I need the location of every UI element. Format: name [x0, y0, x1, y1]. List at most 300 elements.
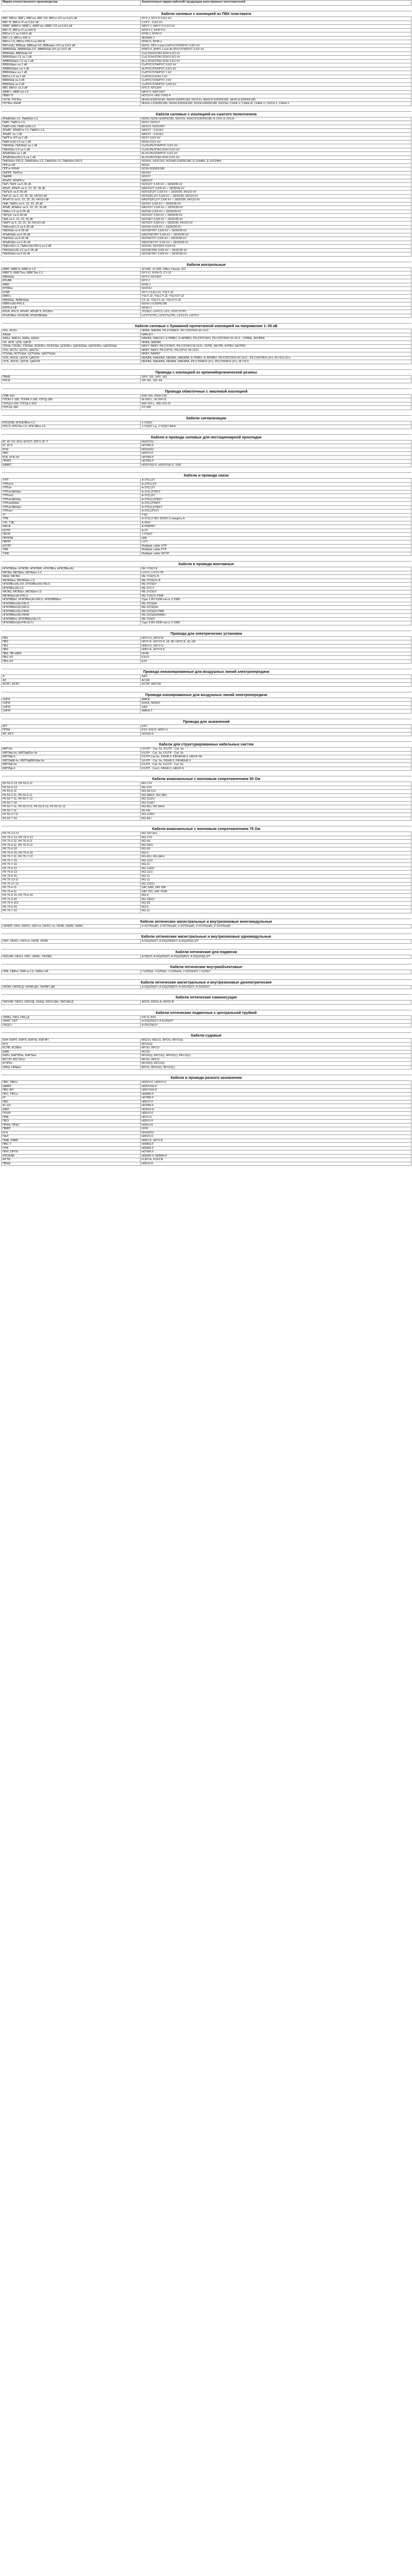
domestic-brand-cell: ПВС	[2, 452, 141, 456]
table-row	[2, 1065, 411, 1070]
section-spacer	[2, 989, 411, 995]
table-row	[2, 871, 411, 875]
section-header	[2, 964, 411, 970]
domestic-brand-cell: ПвКП на 6, 10, 20, 35, 64/110 кВ	[2, 222, 141, 226]
domestic-brand-cell: ОКЛ, ОКЛСт, ОКЛ-нг, ОКЛК, ОКЛБ	[2, 940, 141, 944]
domestic-brand-cell: ПвВ, ПвВнг на 6, 10, 20, 35 кВ	[2, 202, 141, 206]
foreign-analog-cell: N2XH E30/FE180	[141, 167, 411, 172]
table-row	[2, 137, 411, 141]
section-spacer	[2, 467, 411, 473]
foreign-analog-cell: H05V-U, H07V-U	[141, 644, 411, 648]
domestic-brand-cell: РК 50-7-15	[2, 817, 141, 821]
domestic-brand-cell: ТППэп	[2, 486, 141, 490]
foreign-analog-cell: RFOU, RFCU	[141, 1058, 411, 1062]
domestic-brand-cell: ОКМЦ, ОКЦ, ОКЦ-Д	[2, 1015, 141, 1020]
domestic-brand-cell: ТППэпЗ	[2, 494, 141, 498]
table-row	[2, 1143, 411, 1147]
table-row	[2, 644, 411, 648]
table-row	[2, 897, 411, 902]
table-row	[2, 121, 411, 125]
domestic-brand-cell: КПСЭ, КПСЭнг-LS, КПСЭВнг-LS	[2, 425, 141, 429]
table-row	[2, 878, 411, 883]
table-row	[2, 302, 411, 307]
foreign-analog-cell: H03VV-F, H05VV-F	[141, 1081, 411, 1085]
table-row	[2, 298, 411, 302]
domestic-brand-cell: КППГнг-HF	[2, 306, 141, 310]
foreign-analog-cell: H03VVH2-F, H03VVH2-F, VDE	[141, 463, 411, 467]
table-row	[2, 724, 411, 728]
table-row	[2, 533, 411, 537]
foreign-analog-cell: F/UTP-Cat.6e, F8/H8-3, F8/H8/H8-3, H8/UF-58	[141, 755, 411, 759]
section-header	[2, 11, 411, 17]
table-row	[2, 801, 411, 805]
domestic-brand-cell: ППВ	[2, 1115, 141, 1120]
table-row	[2, 167, 411, 172]
foreign-analog-cell: A-FKH	[141, 521, 411, 525]
foreign-analog-cell: Type 1 BS 5308 часть 2:1986	[141, 598, 411, 602]
table-row	[2, 129, 411, 133]
domestic-brand-cell: КСЛВ, КСЛВнг	[2, 1046, 141, 1050]
domestic-brand-cell: РК 75-4-11	[2, 886, 141, 890]
table-row	[2, 1050, 411, 1054]
table-row	[2, 463, 411, 467]
table-row	[2, 1104, 411, 1108]
table-row	[2, 248, 411, 252]
foreign-analog-cell: SAT 50M, SAT 50F	[141, 886, 411, 890]
domestic-brand-cell: ОКЦСт	[2, 1023, 141, 1027]
spacer-cell	[2, 686, 411, 692]
table-row	[2, 44, 411, 48]
table-row	[2, 1001, 411, 1005]
section-spacer	[2, 736, 411, 742]
domestic-brand-cell: НГМЭКВнг(А)-FRHF	[2, 609, 141, 614]
table-header-row	[2, 1, 411, 6]
foreign-analog-cell: Multipair cable UTP	[141, 544, 411, 548]
foreign-analog-cell: ST-200	[141, 406, 411, 410]
section-header	[2, 324, 411, 329]
foreign-analog-cell: NHXMH-J	[141, 36, 411, 40]
table-row	[2, 874, 411, 878]
domestic-brand-cell: ШВВ	[2, 1050, 141, 1054]
foreign-analog-cell: NA2XS(FL)2Y 3,6/6 kV ÷ 18/30/36; 64/110 kV	[141, 198, 411, 202]
table-row	[2, 602, 411, 606]
domestic-brand-cell: ПвВнг(А)-LS, ПвВнг(А)-FRLS на 6 кВ	[2, 245, 141, 249]
foreign-analog-cell: RE-Y(St)Yv PiMF	[141, 594, 411, 598]
section-spacer	[2, 928, 411, 934]
foreign-analog-cell: MGCH, MGCG, RFOU, RFOU(i)	[141, 1039, 411, 1043]
spacer-cell	[2, 713, 411, 719]
foreign-analog-cell: RE-Y(St)Y-fl	[141, 567, 411, 571]
foreign-analog-cell: NYM-J, NYM-O	[141, 32, 411, 37]
table-row	[2, 748, 411, 752]
foreign-analog-cell: A-DQ(ZN)2Y, A-D(ZN)2Y	[141, 1020, 411, 1024]
domestic-brand-cell: АПвП-2г на 6, 10, 20, 35, 64/110 кВ	[2, 198, 141, 202]
foreign-analog-cell: N2XS; YBY-J или Cu/PVC/STA/PVC 0,6/1 kV	[141, 44, 411, 48]
domestic-brand-cell: ТППэпЗБбШп	[2, 490, 141, 494]
foreign-analog-cell: H05VV-F	[141, 1135, 411, 1139]
foreign-analog-cell: RG-8/U	[141, 817, 411, 821]
foreign-analog-cell: NYM-O, NYM-J	[141, 40, 411, 44]
table-row	[2, 510, 411, 514]
foreign-analog-cell: J-Y(St)Y	[141, 533, 411, 537]
section-header	[2, 388, 411, 394]
section-title: Кабели оптические внутриобъектовые	[2, 964, 411, 970]
foreign-analog-cell: NA2XSY 3,6/6 kV ÷ 18/30/36 kV	[141, 206, 411, 210]
section-spacer	[2, 6, 411, 11]
domestic-brand-cell: ИГГ	[2, 724, 141, 728]
domestic-brand-cell: ПВКВ	[2, 375, 141, 379]
foreign-analog-cell: ESY, ESUY, H05V-U	[141, 728, 411, 733]
domestic-brand-cell: ПвКБбШв на 6-35 кВ	[2, 252, 141, 257]
domestic-brand-cell: ПвВнг(А)-LS на 6-35 кВ	[2, 225, 141, 229]
domestic-brand-cell: РК 75-4-15, РК 75-4-16	[2, 851, 141, 855]
domestic-brand-cell: ПВ3	[2, 640, 141, 645]
table-row	[2, 606, 411, 610]
foreign-analog-cell: A-2Y	[141, 529, 411, 533]
section-title: Кабели и провода силовые для нестационарной прокладки	[2, 434, 411, 440]
section-spacer	[2, 256, 411, 262]
foreign-analog-cell: RG-6	[141, 905, 411, 909]
table-row	[2, 521, 411, 525]
table-row	[2, 1058, 411, 1062]
table-row	[2, 406, 411, 410]
table-row	[2, 683, 411, 687]
section-spacer	[2, 821, 411, 826]
foreign-analog-cell: NKBA, NAKBA	[141, 341, 411, 345]
section-header	[2, 979, 411, 985]
foreign-analog-cell: N2XS2Y 3,6/6 kV ÷ 18/30/36 kV	[141, 214, 411, 218]
foreign-analog-cell: RG-174	[141, 782, 411, 786]
foreign-analog-cell: N2XH-J E30/FE180	[141, 302, 411, 307]
table-row	[2, 579, 411, 583]
foreign-analog-cell: NKBA, NAKBA, PILC/SWA/S, PILC/DSTA/S M.I.N.D.	[141, 329, 411, 333]
foreign-analog-cell: A-DQ(ZN)2Y, A-DQ(ZN)B2Y, A-DQ(ZN)(L)2Y	[141, 940, 411, 944]
table-row	[2, 444, 411, 448]
table-row	[2, 1150, 411, 1155]
table-row	[2, 1046, 411, 1050]
table-row	[2, 75, 411, 79]
domestic-brand-cell: ВВБбШвнг на 1 кВ	[2, 63, 141, 67]
foreign-analog-cell: AAC	[141, 675, 411, 679]
foreign-analog-cell: NAYCY, NAYCWY	[141, 90, 411, 94]
table-row	[2, 398, 411, 402]
table-row	[2, 245, 411, 249]
table-row	[2, 1139, 411, 1143]
domestic-brand-cell: КГ, КГЭ	[2, 444, 141, 448]
domestic-brand-cell: РК 50-7-11	[2, 809, 141, 813]
section-header	[2, 919, 411, 924]
foreign-analog-cell: NYIFY-J, NYIFY-O	[141, 28, 411, 32]
section-header	[2, 415, 411, 421]
foreign-analog-cell: RG-6/U, RG-6A/U	[141, 855, 411, 859]
domestic-brand-cell: ПвБбШнг-FRLS, ПвКБбШнг-LS, ПвБбШп-LS, ПвБбШп-FRLS	[2, 160, 141, 164]
section-title: Кабели оптические магистральные и внутризоновые диэлектрические	[2, 979, 411, 985]
foreign-analog-cell: RE-2YCY	[141, 586, 411, 590]
table-row	[2, 102, 411, 106]
domestic-brand-cell: СПл, АСПл, ЦСПл, ЦАСПл	[2, 348, 141, 352]
foreign-analog-cell: SIF-SIL, SIF-SIL	[141, 379, 411, 383]
foreign-analog-cell: N2XH-J	[141, 306, 411, 310]
spacer-cell	[2, 1070, 411, 1075]
table-row	[2, 272, 411, 276]
spacer-cell	[2, 106, 411, 111]
section-header	[2, 1010, 411, 1015]
domestic-brand-cell: ПМВ, ПМВГ	[2, 1139, 141, 1143]
domestic-brand-cell: ТПП	[2, 479, 141, 483]
domestic-brand-cell: ПвПГнг-ХЛ на 1 кВ	[2, 137, 141, 141]
domestic-brand-cell: ВВБбШв на 3 кВ	[2, 79, 141, 83]
foreign-analog-cell: N2XSY 3,6/6 kV ÷ 18/30/36 kV	[141, 202, 411, 206]
spacer-cell	[2, 989, 411, 995]
foreign-analog-cell: RG-58 C/U	[141, 790, 411, 794]
table-row	[2, 679, 411, 683]
foreign-analog-cell: RE-2Y(St)Y	[141, 583, 411, 587]
table-row	[2, 425, 411, 429]
table-row	[2, 237, 411, 241]
foreign-analog-cell: RFOU(i), RFCU(i)	[141, 1062, 411, 1066]
foreign-analog-cell: Cu/XLPE/STA/LSOH 0,6/1 kV	[141, 148, 411, 152]
section-title: Провода для электрических установок	[2, 631, 411, 636]
foreign-analog-cell: N2XSH, N2XSFH 3,6/6 kV	[141, 245, 411, 249]
foreign-analog-cell: H01N2-D	[141, 732, 411, 736]
foreign-analog-cell: Cu/LSOH/STA/LSOH 0,6/1 kV	[141, 52, 411, 56]
table-row	[2, 452, 411, 456]
domestic-brand-cell: РК 50-17-11	[2, 813, 141, 817]
table-row	[2, 594, 411, 598]
foreign-analog-cell: NYY-J 0,6/1 kV, YSLY-JZ	[141, 291, 411, 295]
domestic-brand-cell: ПвП, ПвПг на 6-35 кВ	[2, 183, 141, 187]
foreign-analog-cell: RG-187 A/U	[141, 832, 411, 836]
domestic-brand-cell: КВБбШв, АКВБбШв	[2, 298, 141, 302]
foreign-analog-cell: NSHTÖU	[141, 440, 411, 444]
table-row	[2, 214, 411, 218]
table-row	[2, 782, 411, 786]
spacer-cell	[2, 364, 411, 369]
domestic-brand-cell: ААШв	[2, 333, 141, 337]
table-row	[2, 21, 411, 25]
domestic-brand-cell: АСКП, АСКС	[2, 683, 141, 687]
domestic-brand-cell: АПвБбШп-LS, ПвБбШп-LS	[2, 117, 141, 121]
table-row	[2, 859, 411, 863]
foreign-analog-cell: Cu/PVC/STA/PVC 1 kV	[141, 71, 411, 75]
foreign-analog-cell: H07RN-F	[141, 1150, 411, 1155]
table-row	[2, 840, 411, 844]
section-header	[2, 742, 411, 748]
foreign-analog-cell: RG-218/U	[141, 813, 411, 817]
domestic-brand-cell: ВВБбШв на 3 кВ	[2, 82, 141, 87]
foreign-analog-cell: H05RR-F, H05RN-F	[141, 1154, 411, 1158]
table-row	[2, 614, 411, 618]
table-row	[2, 494, 411, 498]
section-title: Кабели коаксиальные с волновым сопротивлением 50 Ом	[2, 776, 411, 782]
domestic-brand-cell: КВПЭф-5е, КВПЭфПнг-5е	[2, 751, 141, 755]
section-header	[2, 369, 411, 375]
domestic-brand-cell: РК 75-4-11, РК 75-4-12	[2, 843, 141, 848]
foreign-analog-cell: A-2Y(L)2Y	[141, 486, 411, 490]
foreign-analog-cell: RFOU(i)	[141, 1042, 411, 1046]
table-row	[2, 1146, 411, 1150]
table-row	[2, 636, 411, 640]
domestic-brand-cell: РК 75-7-15	[2, 859, 141, 863]
table-row	[2, 1039, 411, 1043]
domestic-brand-cell: РК 50-4-11	[2, 790, 141, 794]
domestic-brand-cell: МКЭШ, МКЭШнг, МКЭШнг-LS	[2, 571, 141, 575]
table-row	[2, 421, 411, 425]
foreign-analog-cell: NAYY, NKBY, PILC/STA/S, PILC/STA/S M.I.N.D., КУРБ, АКУРБ, КУРБУ, АКУРБУ	[141, 345, 411, 349]
section-header	[2, 669, 411, 675]
table-row	[2, 479, 411, 483]
table-row	[2, 233, 411, 237]
table-row	[2, 275, 411, 279]
table-row	[2, 1081, 411, 1085]
table-row	[2, 71, 411, 75]
table-row	[2, 175, 411, 179]
foreign-analog-cell: NKBY, NAKY, PILC/PVC, PILC/PVC M.I.N.D.	[141, 348, 411, 352]
domestic-brand-cell: ПРППМ	[2, 536, 141, 540]
foreign-analog-cell: N2XSEY 3,6/6 kV ÷ 18/30/36 kV	[141, 217, 411, 222]
table-body	[2, 6, 411, 1166]
foreign-analog-cell: SAT 703, SAT 703N	[141, 890, 411, 894]
foreign-analog-cell: N2XH	[141, 163, 411, 167]
foreign-analog-cell: N2XSEYRH 3,6/6 kV ÷ 18/30/36 kV	[141, 248, 411, 252]
domestic-brand-cell: ОКСНМ, ОКСН, ОКС, ОКМС, ОКЛМС	[2, 955, 141, 959]
domestic-brand-cell: АПвВ, АПвВнг на 6, 10, 20, 35 кВ	[2, 206, 141, 210]
foreign-analog-cell: H07VV-F, H05 VVH2-F	[141, 94, 411, 98]
domestic-brand-cell: АВВБбШвнг-LS на 1 кВ	[2, 59, 141, 63]
foreign-analog-cell: N2XS2Y 3,6/6 kV ÷ 18/30/36 kV	[141, 183, 411, 187]
domestic-brand-cell: КВВГ	[2, 283, 141, 287]
section-spacer	[2, 664, 411, 669]
table-row	[2, 132, 411, 137]
domestic-brand-cell: КНРэ, КНРЭПнг, КНРЭкнг	[2, 1054, 141, 1058]
table-row	[2, 206, 411, 210]
foreign-analog-cell: H07RN-F	[141, 455, 411, 460]
table-row	[2, 87, 411, 91]
foreign-analog-cell: NEKBA, NAEKBA, NEKBA, NAEKBA, E-PMBU, E-APMBU, PILC/DSTA/S/ M.I.N.D., PILC/DSTA/S (3×), M.I.N.D.(3×)	[141, 356, 411, 360]
section-title: Провода для заземлений	[2, 719, 411, 724]
domestic-brand-cell: КСПП	[2, 529, 141, 533]
foreign-analog-cell: NA2X2Y	[141, 179, 411, 183]
table-row	[2, 955, 411, 959]
table-row	[2, 586, 411, 590]
table-row	[2, 732, 411, 736]
table-row	[2, 352, 411, 357]
table-row	[2, 786, 411, 790]
foreign-analog-cell: RFOU(i), RFCU(i), RFOU(c), RFCU(c)	[141, 1054, 411, 1058]
foreign-analog-cell: A-2Y(L)2YB2Y	[141, 502, 411, 506]
foreign-analog-cell: H05RR-F	[141, 1092, 411, 1096]
table-row	[2, 575, 411, 579]
foreign-analog-cell: RE-2X(St)Hx	[141, 606, 411, 610]
foreign-analog-cell: A-2Y(L)2Y(T)	[141, 510, 411, 514]
foreign-analog-cell: A-DQ(ZN)2Y, A-DQ(ZN)B2Y, A-DF(ZN)2Y, A-D(ZN)2Y	[141, 985, 411, 989]
table-row	[2, 1054, 411, 1058]
section-title: Кабели силовые с изоляцией из ПВХ пластиката	[2, 11, 411, 17]
foreign-analog-cell: AL/LSOH/STA/LSOH 0,6/1 kV	[141, 59, 411, 63]
table-row	[2, 187, 411, 191]
spacer-cell	[2, 467, 411, 473]
foreign-analog-cell: RG-11	[141, 863, 411, 867]
table-row	[2, 544, 411, 548]
domestic-brand-cell: ТЗГ, ТЗБ	[2, 521, 141, 525]
domestic-brand-cell: РК 75-3-32	[2, 897, 141, 902]
domestic-brand-cell: КВПЭф-5е	[2, 763, 141, 767]
domestic-brand-cell: РК 50-7-16	[2, 801, 141, 805]
foreign-analog-cell: N2XSEYRY 3,6/6 kV ÷ 18/30/36 kV	[141, 252, 411, 257]
table-row	[2, 536, 411, 540]
table-row	[2, 152, 411, 156]
domestic-brand-cell: ШТЛП	[2, 544, 141, 548]
foreign-analog-cell: RG 58A/U, RG 58U	[141, 793, 411, 798]
foreign-analog-cell: NA2XSEYRY 3,6/6 kV ÷ 18/30/36 kV	[141, 233, 411, 237]
table-row	[2, 448, 411, 452]
table-row	[2, 836, 411, 840]
spacer-cell	[2, 771, 411, 776]
spacer-cell	[2, 383, 411, 388]
foreign-analog-cell: A-2YF(L)2YB2Y	[141, 498, 411, 502]
foreign-analog-cell: Multipair cable FTP	[141, 548, 411, 552]
foreign-analog-cell: RG 216/U	[141, 882, 411, 886]
table-row	[2, 156, 411, 160]
table-row	[2, 617, 411, 621]
domestic-brand-cell: РКГМ	[2, 379, 141, 383]
table-row	[2, 194, 411, 198]
domestic-brand-cell: ОКМТ, ОКТ	[2, 1020, 141, 1024]
table-row	[2, 767, 411, 771]
foreign-analog-cell: H07V-U, H07V-R	[141, 636, 411, 640]
domestic-brand-cell: РК 75-1,5-11	[2, 832, 141, 836]
foreign-analog-cell: AMKA	[141, 698, 411, 702]
table-row	[2, 28, 411, 32]
foreign-analog-cell: ESY	[141, 724, 411, 728]
table-row	[2, 759, 411, 763]
domestic-brand-cell: ТППэпЗ	[2, 482, 141, 486]
table-row	[2, 598, 411, 602]
foreign-analog-cell: RG-59	[141, 902, 411, 906]
foreign-analog-cell: LiYCY, LiYCY-TP	[141, 571, 411, 575]
foreign-analog-cell: FIG 8, ASU	[141, 1015, 411, 1020]
table-row	[2, 179, 411, 183]
foreign-analog-cell: H07RN-F	[141, 444, 411, 448]
foreign-analog-cell: RG-11	[141, 874, 411, 878]
table-row	[2, 790, 411, 794]
foreign-analog-cell: H07V-U	[141, 1115, 411, 1120]
foreign-analog-cell: N2XSEY2Y 3,6/6 kV ÷ 18/30/36 kV	[141, 237, 411, 241]
foreign-analog-cell: RE-2X(St)HSWAH	[141, 614, 411, 618]
spacer-cell	[2, 974, 411, 979]
domestic-brand-cell: СПлШв, АСПлШв, ЦСПлШв, ЦАСПлШв	[2, 352, 141, 357]
section-spacer	[2, 429, 411, 434]
domestic-brand-cell: ПВС-ВП	[2, 1089, 141, 1093]
foreign-analog-cell: H03VH-H	[141, 1108, 411, 1112]
foreign-analog-cell: NAYY-J, NAYY-O 0,6/1 kV	[141, 25, 411, 29]
section-title: Кабели оптические магистральные и внутризоновые одномодульные	[2, 934, 411, 940]
foreign-analog-cell: ACSR, AACSR	[141, 683, 411, 687]
section-spacer	[2, 1004, 411, 1010]
foreign-analog-cell: N2XSY	[141, 171, 411, 175]
table-row	[2, 905, 411, 909]
domestic-brand-cell: ПВЭ	[2, 1120, 141, 1124]
table-row	[2, 656, 411, 660]
domestic-brand-cell: СИП2	[2, 702, 141, 706]
domestic-brand-cell: ПРС, ПРСн	[2, 1092, 141, 1096]
foreign-analog-cell: F/UTP - Cat. 5e, F/UTP - Cat. 5e	[141, 763, 411, 767]
section-spacer	[2, 943, 411, 949]
domestic-brand-cell: ВВГнг-LS на 0,66/1 кВ	[2, 32, 141, 37]
foreign-analog-cell: N2XSH 3,6/6 kV ÷ 18/30/36 kV	[141, 225, 411, 229]
table-row	[2, 851, 411, 855]
table-row	[2, 940, 411, 944]
